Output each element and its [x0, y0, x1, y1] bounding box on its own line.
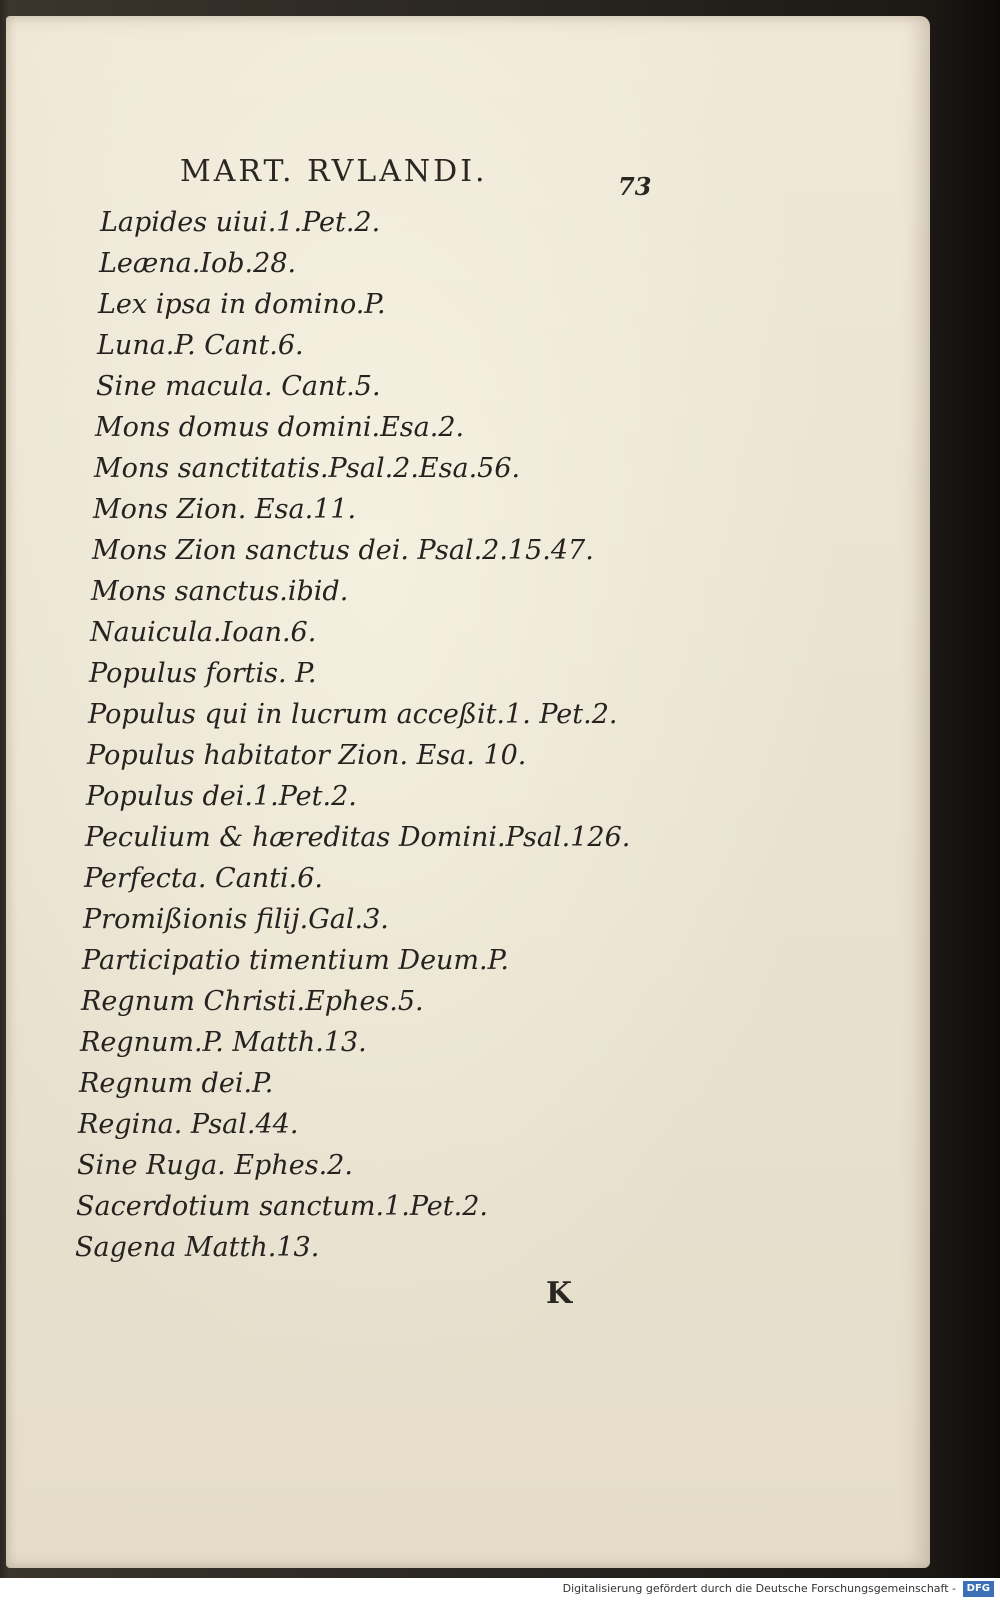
list-item: Lex ipsa in domino.P.	[98, 289, 386, 320]
list-item: Luna.P. Cant.6.	[97, 330, 304, 361]
list-item: Regnum.P. Matth.13.	[80, 1027, 367, 1058]
list-item: Promißionis filij.Gal.3.	[83, 904, 389, 935]
list-item: Sagena Matth.13.	[75, 1232, 320, 1263]
list-item: Mons Zion. Esa.11.	[93, 494, 357, 525]
page-number: 73	[618, 172, 652, 201]
list-item: Populus fortis. P.	[89, 658, 317, 689]
book-page	[6, 16, 930, 1568]
list-item: Mons Zion sanctus dei. Psal.2.15.47.	[92, 535, 594, 566]
list-item: Regina. Psal.44.	[78, 1109, 299, 1140]
list-item: Sacerdotium sanctum.1.Pet.2.	[76, 1191, 488, 1222]
list-item: Regnum dei.P.	[79, 1068, 274, 1099]
list-item: Leæna.Iob.28.	[99, 248, 297, 279]
list-item: Sine macula. Cant.5.	[96, 371, 381, 402]
list-item: Mons sanctus.ibid.	[91, 576, 349, 607]
list-item: Lapides uiui.1.Pet.2.	[100, 207, 381, 238]
list-item: Populus habitator Zion. Esa. 10.	[87, 740, 527, 771]
list-item: Regnum Christi.Ephes.5.	[81, 986, 424, 1017]
list-item: Peculium & hæreditas Domini.Psal.126.	[85, 822, 631, 853]
list-item: Sine Ruga. Ephes.2.	[77, 1150, 353, 1181]
list-item: Populus qui in lucrum acceßit.1. Pet.2.	[88, 699, 618, 730]
signature-mark: K	[546, 1276, 573, 1311]
list-item: Populus dei.1.Pet.2.	[86, 781, 357, 812]
list-item: Mons sanctitatis.Psal.2.Esa.56.	[94, 453, 521, 484]
index-list	[74, 202, 694, 1268]
running-title: MART. RVLANDI.	[180, 154, 488, 189]
dfg-logo: DFG	[963, 1581, 994, 1597]
list-item: Participatio timentium Deum.P.	[82, 945, 509, 976]
digitization-footer	[0, 1578, 1000, 1601]
list-item: Mons domus domini.Esa.2.	[95, 412, 465, 443]
list-item: Perfecta. Canti.6.	[84, 863, 324, 894]
funding-credit: Digitalisierung gefördert durch die Deutsche Forschungsgemeinschaft -	[562, 1582, 956, 1595]
list-item: Nauicula.Ioan.6.	[90, 617, 317, 648]
